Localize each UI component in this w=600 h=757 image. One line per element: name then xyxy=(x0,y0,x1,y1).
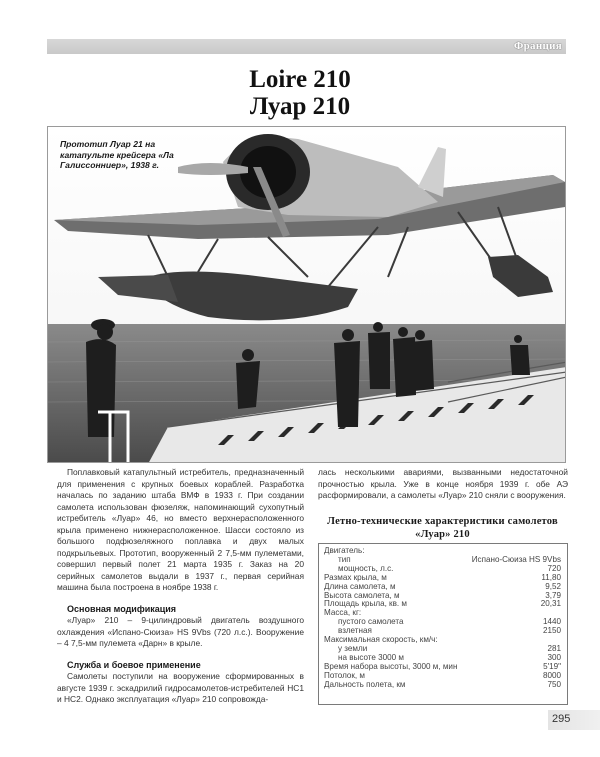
specs-table xyxy=(318,543,568,705)
spec-value: 281 xyxy=(547,643,561,653)
spec-label: тип xyxy=(338,554,351,564)
spec-value: 1440 xyxy=(542,617,561,627)
spec-value: 8000 xyxy=(542,670,561,680)
section-header-bar xyxy=(47,39,566,54)
specs-title-line2: «Луар» 210 xyxy=(415,528,470,540)
spec-label: взлетная xyxy=(338,626,372,636)
photo-caption: Прототип Луар 21 на катапульте крейсера «Ла Галиссонниер», 1938 г. xyxy=(60,139,174,170)
spec-label: Высота самолета, м xyxy=(324,590,400,600)
spec-value: 5'19" xyxy=(543,661,561,671)
service-paragraph-part1: Самолеты поступили на вооружение сформированных в августе 1939 г. эскадрилий гидросамолетов-истребителей НС1 и НС2. Однако эксплуатация «Луар» 210 сопровожда- xyxy=(57,671,304,704)
spec-label: у земли xyxy=(338,643,368,653)
spec-value: 20,31 xyxy=(540,599,561,609)
spec-value: 9,52 xyxy=(545,581,561,591)
spec-value: 3,79 xyxy=(545,590,561,600)
main-modification-paragraph: «Луар» 210 – 9-цилиндровый двигатель воздушного охлаждения «Испано-Сюиза» HS 9Vbs (720 л.с.). Вооружение – 4 7,5-мм пулемета «Дарн» в крыле. xyxy=(57,615,304,648)
spec-value: 11,80 xyxy=(541,572,561,582)
specs-title xyxy=(310,516,575,541)
spec-value: 300 xyxy=(547,652,561,662)
page-number-badge xyxy=(548,710,600,730)
section-heading-main-modification: Основная модификация xyxy=(67,603,177,614)
section-heading-service: Служба и боевое применение xyxy=(67,659,201,670)
section-label: Франция xyxy=(513,40,562,52)
spec-value: 750 xyxy=(547,679,561,689)
page-title-cyrillic: Луар 210 xyxy=(249,93,351,120)
spec-label: Двигатель: xyxy=(324,546,365,555)
page-number: 295 xyxy=(552,713,571,725)
spec-label: Время набора высоты, 3000 м, мин xyxy=(324,661,458,671)
spec-value: 2150 xyxy=(542,626,561,636)
specs-title-line1: Летно-технические характеристики самолетов xyxy=(327,516,558,527)
service-paragraph-part2: лась несколькими авариями, вызванными недостаточной прочностью крыла. Уже в конце ноября 1939 г. обе АЭ расформировали, а самолеты «Луар» 210 сняли с вооружения. xyxy=(318,467,568,500)
spec-value: 720 xyxy=(547,563,561,573)
aircraft-photo xyxy=(47,126,566,463)
spec-label: на высоте 3000 м xyxy=(338,652,404,662)
spec-label: Потолок, м xyxy=(324,670,365,680)
spec-label: Максимальная скорость, км/ч: xyxy=(324,635,438,645)
spec-label: Площадь крыла, кв. м xyxy=(324,599,407,609)
spec-row-range xyxy=(324,681,561,690)
spec-value: Испано-Сюиза HS 9Vbs xyxy=(471,554,561,564)
page-title-latin: Loire 210 xyxy=(249,66,351,93)
spec-label: Дальность полета, км xyxy=(324,679,406,689)
photo-illustration xyxy=(48,127,566,463)
spec-label: мощность, л.с. xyxy=(338,563,394,573)
spec-label: пустого самолета xyxy=(338,617,404,627)
spec-label: Длина самолета, м xyxy=(324,581,396,591)
spec-label: Размах крыла, м xyxy=(324,572,387,582)
intro-paragraph: Поплавковый катапультный истребитель, предназначенный для применения с крупных боевых кораблей. Разработка началась по заданию штаба ВМФ в 1933 г. При создании самолета использован фюзеляж, напоминающий сухопутный истребитель «Луар» 46, но вместо верхнерасположенного крыла применено нижнерасположенное. Шасси состояло из большого подфюзеляжного поплавка и двух малых подкрыльевых. Прототип, вооруженный 2 7,5-мм пулеметами, совершил первый полет 21 марта 1935 г. Заказ на 20 серийных самолетов выдали в 1937 г., первая серийная машина была построена в ноябре 1938 г. xyxy=(57,467,304,592)
article-left-column xyxy=(57,467,304,706)
spec-label: Масса, кг: xyxy=(324,608,362,618)
article-right-column xyxy=(318,467,568,502)
